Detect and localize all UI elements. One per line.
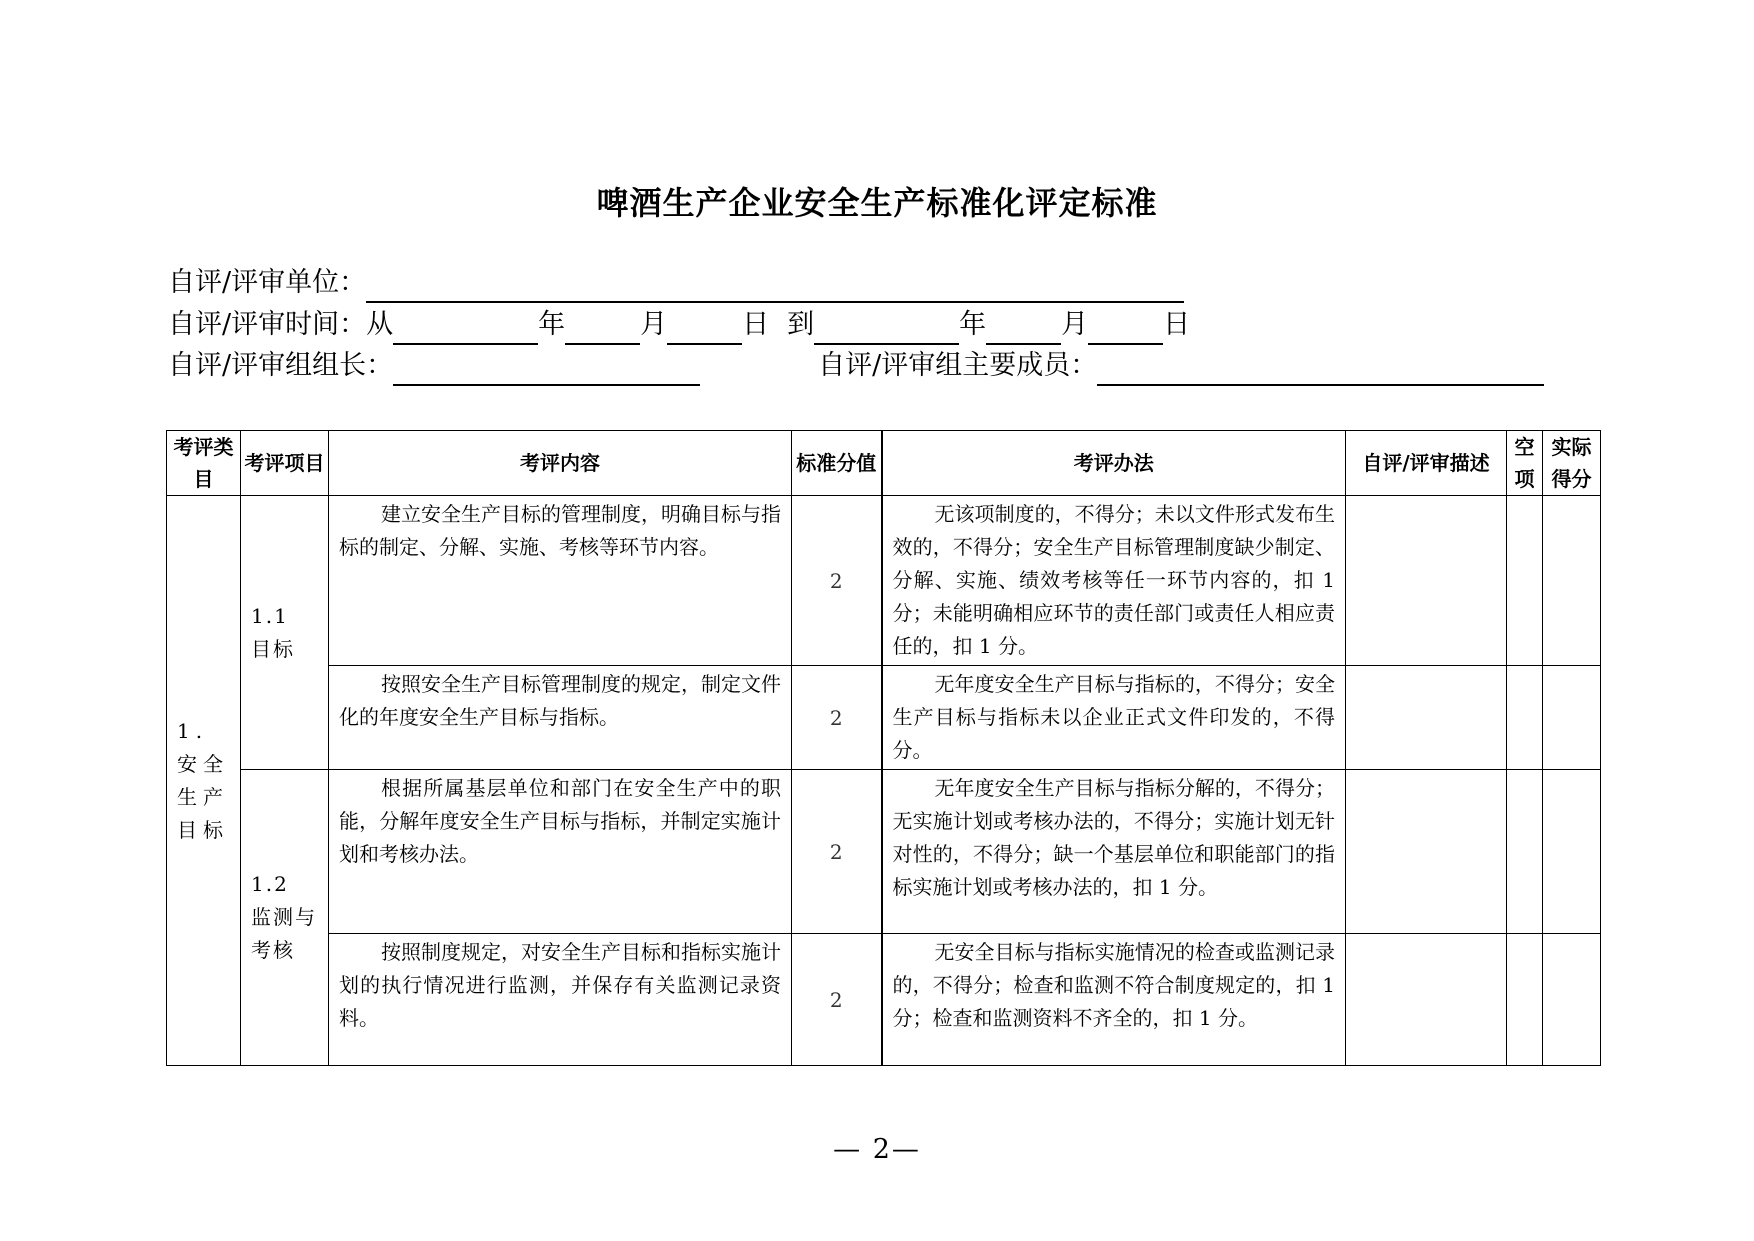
item-cell-1-2: 1.2 监测与考核	[241, 770, 329, 1066]
content-cell: 根据所属基层单位和部门在安全生产中的职能，分解年度安全生产目标与指标，并制定实施计划和考核办法。	[329, 770, 792, 934]
score-cell: 2	[792, 496, 882, 666]
content-cell: 按照制度规定，对安全生产目标和指标实施计划的执行情况进行监测，并保存有关监测记录资料。	[329, 934, 792, 1066]
actual-score-cell[interactable]	[1543, 496, 1601, 666]
table-row	[167, 934, 1601, 1066]
empty-cell[interactable]	[1507, 770, 1543, 934]
description-cell[interactable]	[1346, 770, 1507, 934]
content-cell: 按照安全生产目标管理制度的规定，制定文件化的年度安全生产目标与指标。	[329, 666, 792, 770]
end-day-blank[interactable]	[1088, 313, 1163, 345]
header-actual: 实际得分	[1543, 431, 1601, 496]
start-month-label: 月	[640, 309, 668, 340]
table-row	[167, 666, 1601, 770]
members-blank[interactable]	[1097, 354, 1544, 386]
empty-cell[interactable]	[1507, 496, 1543, 666]
table-row	[167, 496, 1601, 666]
header-score: 标准分值	[792, 431, 882, 496]
document-title: 啤酒生产企业安全生产标准化评定标准	[596, 184, 1158, 222]
start-month-blank[interactable]	[565, 313, 640, 345]
header-empty: 空项	[1507, 431, 1543, 496]
time-line	[168, 305, 1190, 345]
description-cell[interactable]	[1346, 496, 1507, 666]
actual-score-cell[interactable]	[1543, 666, 1601, 770]
leader-line	[168, 346, 1544, 386]
empty-cell[interactable]	[1507, 934, 1543, 1066]
start-year-blank[interactable]	[393, 313, 538, 345]
unit-blank[interactable]	[366, 271, 1184, 303]
score-cell: 2	[792, 770, 882, 934]
leader-blank[interactable]	[393, 354, 700, 386]
table-row	[167, 770, 1601, 934]
header-category: 考评类目	[167, 431, 241, 496]
method-cell: 无安全目标与指标实施情况的检查或监测记录的，不得分；检查和监测不符合制度规定的，扣 1 分；检查和监测资料不齐全的，扣 1 分。	[882, 934, 1346, 1066]
content-cell: 建立安全生产目标的管理制度，明确目标与指标的制定、分解、实施、考核等环节内容。	[329, 496, 792, 666]
description-cell[interactable]	[1346, 934, 1507, 1066]
end-month-label: 月	[1061, 309, 1089, 340]
header-item: 考评项目	[241, 431, 329, 496]
start-year-label: 年	[538, 309, 566, 340]
empty-cell[interactable]	[1507, 666, 1543, 770]
evaluation-table	[166, 430, 1601, 1066]
end-day-label: 日	[1163, 309, 1191, 340]
start-day-label: 日	[742, 309, 770, 340]
description-cell[interactable]	[1346, 666, 1507, 770]
end-year-blank[interactable]	[814, 313, 959, 345]
start-day-blank[interactable]	[667, 313, 742, 345]
leader-label: 自评/评审组组长：	[168, 350, 394, 381]
page-number: — 2—	[833, 1134, 921, 1165]
to-label: 到	[787, 309, 815, 340]
score-cell: 2	[792, 934, 882, 1066]
end-year-label: 年	[959, 309, 987, 340]
item-cell-1-1: 1.1 目标	[241, 496, 329, 770]
header-method: 考评办法	[882, 431, 1346, 496]
header-row	[167, 431, 1601, 496]
actual-score-cell[interactable]	[1543, 770, 1601, 934]
unit-label: 自评/评审单位：	[168, 267, 367, 298]
members-label: 自评/评审组主要成员：	[818, 350, 1098, 381]
method-cell: 无年度安全生产目标与指标的，不得分；安全生产目标与指标未以企业正式文件印发的，不得分。	[882, 666, 1346, 770]
method-cell: 无年度安全生产目标与指标分解的，不得分；无实施计划或考核办法的，不得分；实施计划无针对性的，不得分；缺一个基层单位和职能部门的指标实施计划或考核办法的，扣 1 分。	[882, 770, 1346, 934]
time-label: 自评/评审时间：从	[168, 309, 394, 340]
category-cell: 1. 安全生产目标	[167, 496, 241, 1066]
header-content: 考评内容	[329, 431, 792, 496]
actual-score-cell[interactable]	[1543, 934, 1601, 1066]
score-cell: 2	[792, 666, 882, 770]
unit-line	[168, 263, 1184, 303]
method-cell: 无该项制度的，不得分；未以文件形式发布生效的，不得分；安全生产目标管理制度缺少制定、分解、实施、绩效考核等任一环节内容的，扣 1 分；未能明确相应环节的责任部门或责任人相应责任的，扣 1 分。	[882, 496, 1346, 666]
end-month-blank[interactable]	[986, 313, 1061, 345]
header-description: 自评/评审描述	[1346, 431, 1507, 496]
